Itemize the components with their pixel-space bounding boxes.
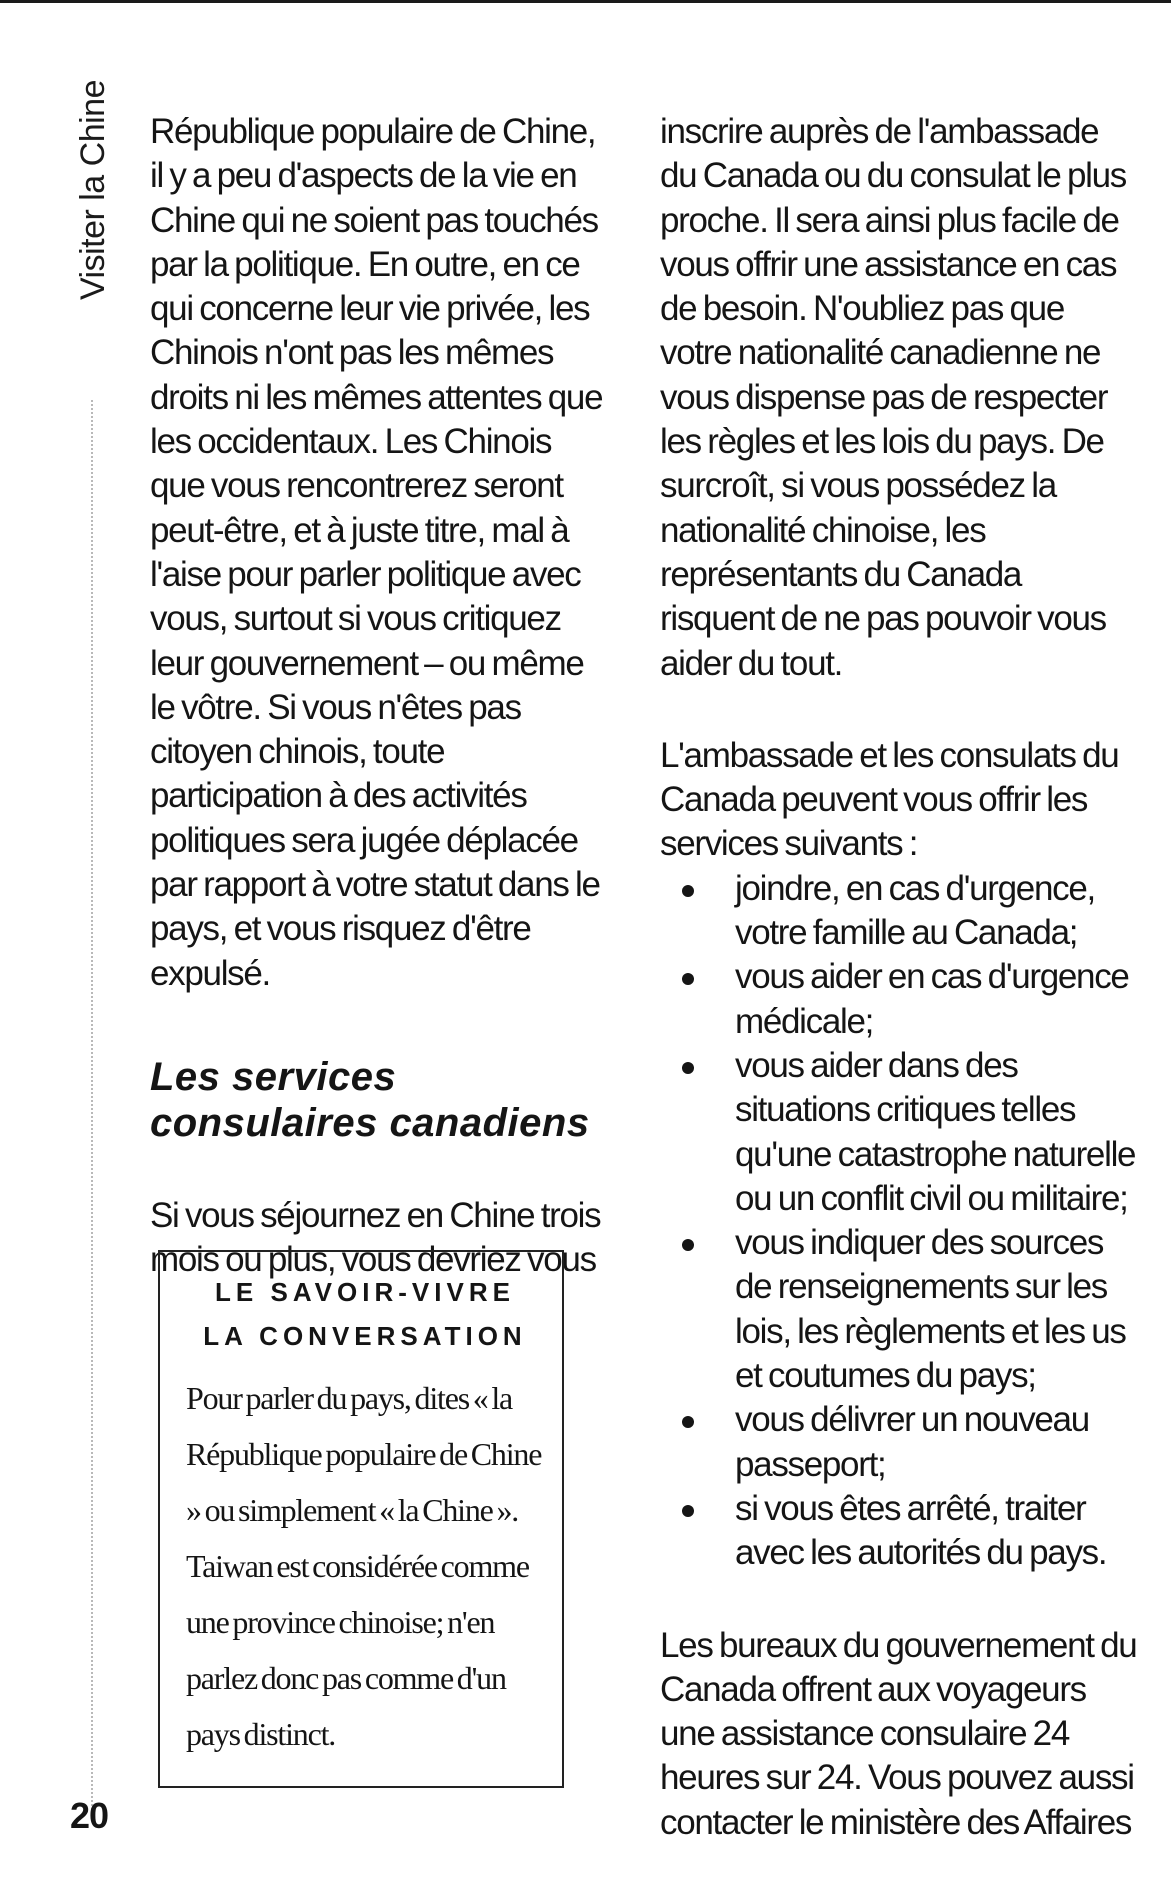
service-text: vous aider en cas d'urgence médicale; [735, 957, 1129, 1041]
section-heading: Les services consulaires canadiens [150, 1054, 590, 1145]
page-number: 20 [70, 1795, 109, 1836]
service-text: si vous êtes arrêté, traiter avec les autorités du pays. [735, 1488, 1107, 1573]
bullet-icon [682, 973, 694, 985]
left-column [150, 110, 610, 1283]
services-intro: L'ambassade et les consulats du Canada peuvent vous offrir les services suivants : [660, 735, 1119, 864]
intro-paragraph: République populaire de Chine, il y a peu d'aspects de la vie en Chine qui ne soient pas touchés par la politique. En outre, en ce qui concerne leur vie privée, les Chinois n'ont pas les mêmes droits ni les mêmes attentes que les occidentaux. Les Chinois que vous rencontrerez seront peut-être, et à juste titre, mal à l'aise pour parler politique avec vous, surtout si vous critiquez leur gouvernement – ou même le vôtre. Si vous n'êtes pas citoyen chinois, toute participation à des activités politiques sera jugée déplacée par rapport à votre statut dans le pays, et vous risquez d'être expulsé. [150, 112, 603, 993]
service-text: vous aider dans des situations critiques telles qu'une catastrophe naturelle ou un conflit civil ou militaire; [735, 1045, 1136, 1218]
list-item [660, 955, 1140, 1044]
service-text: vous délivrer un nouveau passeport; [735, 1400, 1089, 1484]
list-item [660, 867, 1140, 956]
consular-paragraph: Si vous séjournez en Chine trois mois ou plus, vous devriez vous [150, 1195, 601, 1280]
bullet-icon [682, 885, 694, 897]
bullet-icon [682, 1505, 694, 1517]
callout-title-line2: LA CONVERSATION [203, 1321, 527, 1351]
list-item [660, 1487, 1140, 1576]
services-list [660, 867, 1140, 1576]
callout-body: Pour parler du pays, dites « la République populaire de Chine » ou simplement « la Chine ». Taiwan est considérée comme une province chinoise; n'en parlez donc pas comme d'un pays distinct. [186, 1380, 542, 1752]
bullet-icon [682, 1416, 694, 1428]
list-item [660, 1221, 1140, 1398]
corner-mark [0, 0, 34, 15]
list-item [660, 1044, 1140, 1221]
closing-paragraph: Les bureaux du gouvernement du Canada offrent aux voyageurs une assistance consulaire 24 heures sur 24. Vous pouvez aussi contacter le ministère des Affaires [660, 1625, 1137, 1842]
side-title-container [70, 80, 116, 370]
etiquette-callout-box [158, 1250, 564, 1788]
bullet-icon [682, 1239, 694, 1251]
side-title: Visiter la Chine [74, 80, 112, 301]
service-text: vous indiquer des sources de renseignements sur les lois, les règlements et les us et coutumes du pays; [735, 1223, 1126, 1396]
service-text: joindre, en cas d'urgence, votre famille au Canada; [735, 868, 1095, 953]
callout-title-line1: LE SAVOIR-VIVRE [215, 1277, 515, 1307]
registration-paragraph: inscrire auprès de l'ambassade du Canada ou du consulat le plus proche. Il sera ainsi plus facile de vous offrir une assistance en cas de besoin. N'oubliez pas que votre nationalité canadienne ne vous dispense pas de respecter les règles et les lois du pays. De surcroît, si vous possédez la nationalité chinoise, les représentants du Canada risquent de ne pas pouvoir vous aider du tout. [660, 112, 1126, 683]
right-column [660, 110, 1140, 1845]
top-rule [0, 0, 1171, 3]
list-item [660, 1398, 1140, 1487]
side-dotted-rule [91, 400, 93, 1810]
bullet-icon [682, 1062, 694, 1074]
